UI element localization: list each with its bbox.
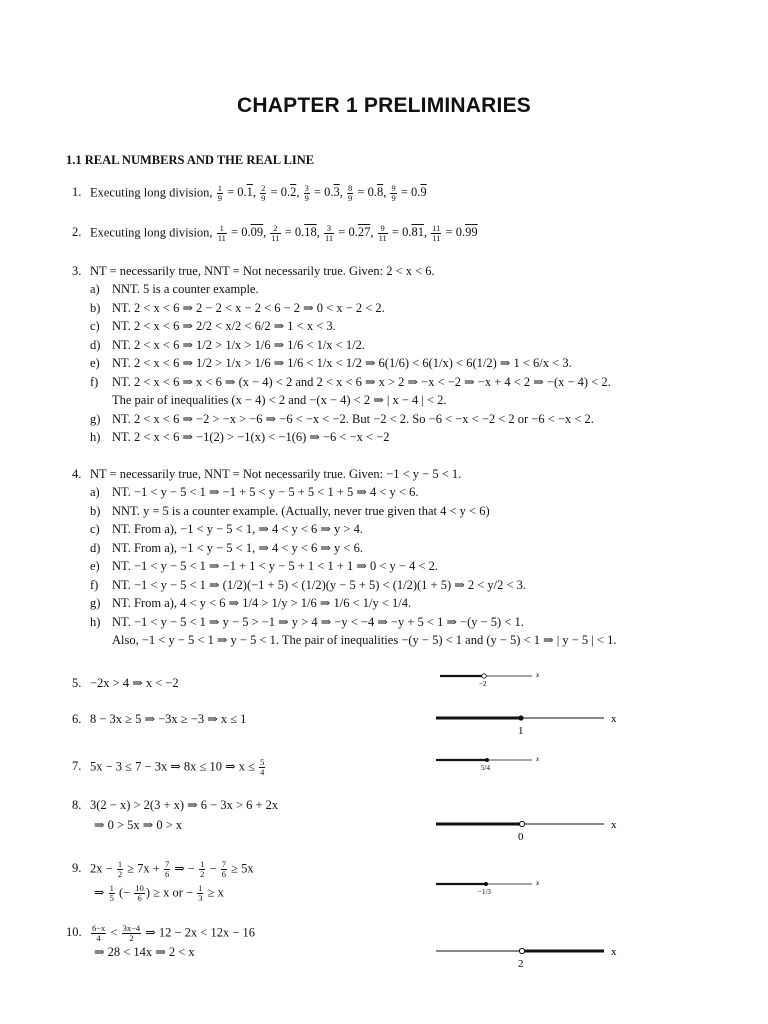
fraction: $\frac{9}{9}$ — [391, 183, 396, 203]
section-heading: 1.1 REAL NUMBERS AND THE REAL LINE — [66, 153, 315, 167]
tick-label: 1 — [518, 725, 524, 737]
fraction-equation: $\frac{3}{9}$ = 0.3 — [304, 183, 340, 203]
problem-number: 3. — [72, 264, 82, 278]
problem-10-line-2: ⇒ 28 < 14x ⇒ 2 < x — [94, 945, 195, 959]
fraction-equation: $\frac{2}{11}$ = 0.18 — [271, 223, 317, 243]
problem-9-line-2: ⇒ $\frac{1}{5}$ (− $\frac{10}{6}$ ) ≥ x or − $\frac{1}{3}$ ≥ x — [94, 883, 224, 903]
variable-label: x — [611, 819, 617, 831]
part-label: f) — [90, 577, 99, 592]
fraction-equation: $\frac{1}{9}$ = 0.1 — [217, 183, 253, 203]
fraction: $\frac{3}{9}$ — [304, 183, 309, 203]
part-label: b) — [90, 503, 101, 518]
fraction-equation: $\frac{11}{11}$ = 0.99 — [432, 223, 478, 243]
number-line-figure — [430, 752, 550, 774]
number-line-figure — [430, 941, 630, 971]
part-text: NT. 2 < x < 6 ⇒ 2 − 2 < x − 2 < 6 − 2 ⇒ 0 < x − 2 < 2. — [112, 300, 385, 315]
fraction: $\frac{1}{5}$ — [109, 883, 114, 903]
problem-10-line-1: $\frac{6-x}{4}$ < $\frac{3x-4}{2}$ ⇒ 12 − 2x < 12x − 16 — [92, 923, 256, 943]
fraction: $\frac{8}{9}$ — [348, 183, 353, 203]
part-label: h) — [90, 430, 101, 444]
fraction: $\frac{1}{9}$ — [217, 183, 222, 203]
problem-number: 6. — [72, 712, 82, 726]
part-text: NT. From a), −1 < y − 5 < 1, ⇒ 4 < y < 6 ⇒ y < 6. — [112, 540, 363, 555]
fraction: $\frac{5}{4}$ — [260, 757, 265, 777]
problem-number: 2. — [72, 225, 82, 239]
fraction: $\frac{1}{2}$ — [200, 859, 205, 879]
problem-number: 7. — [72, 759, 82, 773]
problem-6-text: 8 − 3x ≥ 5 ⇒ −3x ≥ −3 ⇒ x ≤ 1 — [90, 712, 247, 726]
repeating-digits: 1 — [246, 185, 253, 200]
part-text: NT. −1 < y − 5 < 1 ⇒ −1 + 1 < y − 5 + 1 < 1 + 1 ⇒ 0 < y − 4 < 2. — [112, 559, 439, 573]
part-text: Also, −1 < y − 5 < 1 ⇒ y − 5 < 1. The pair of inequalities −(y − 5) < 1 and (y − 5) < 1 ⇒ | y − 5 | < 1. — [112, 633, 617, 647]
fraction: $\frac{1}{3}$ — [198, 883, 203, 903]
part-text: NT. −1 < y − 5 < 1 ⇒ −1 + 5 < y − 5 + 5 < 1 + 5 ⇒ 4 < y < 6. — [112, 485, 419, 499]
problem-number: 10. — [66, 925, 82, 939]
fraction: $\frac{6-x}{4}$ — [92, 923, 106, 943]
part-label: g) — [90, 596, 101, 610]
repeating-digits: 3 — [333, 185, 340, 200]
part-text: NNT. 5 is a counter example. — [112, 282, 259, 296]
fraction: $\frac{1}{2}$ — [117, 859, 123, 879]
fraction-equation: $\frac{9}{9}$ = 0.9 — [391, 183, 427, 203]
problem-1-text — [90, 184, 427, 203]
part-label: h) — [90, 614, 101, 629]
problem-number: 8. — [72, 798, 82, 812]
fraction: $\frac{11}{11}$ — [432, 223, 441, 243]
part-label: a) — [90, 282, 100, 296]
fraction: $\frac{3}{11}$ — [324, 223, 334, 243]
part-text: NT. From a), 4 < y < 6 ⇒ 1/4 > 1/y > 1/6 ⇒ 1/6 < 1/y < 1/4. — [112, 596, 412, 610]
problem-number: 5. — [72, 676, 82, 690]
variable-label: x — [536, 879, 540, 887]
variable-label: x — [536, 671, 540, 679]
fraction: $\frac{1}{11}$ — [217, 223, 226, 243]
part-text: NT. 2 < x < 6 ⇒ 1/2 > 1/x > 1/6 ⇒ 1/6 < 1/x < 1/2. — [112, 337, 365, 352]
fraction-list: $\frac{1}{9}$ = 0.1, $\frac{2}{9}$ = 0.2, $\frac{3}{9}$ = 0.3, $\frac{8}{9}$ = 0.8, $\frac{9}{9}$ = 0.9 — [217, 183, 427, 203]
number-line-figure — [430, 814, 630, 844]
part-label: c) — [90, 319, 100, 333]
problem-5-text: −2x > 4 ⇒ x < −2 — [90, 676, 179, 690]
problem-2-lead: Executing long division, — [90, 225, 216, 240]
problem-9-line-1: 2x − $\frac{1}{2}$ ≥ 7x + $\frac{7}{6}$ ⇒ − $\frac{1}{2}$ − $\frac{7}{6}$ ≥ 5x — [90, 859, 254, 879]
problem-8-line-2: ⇒ 0 > 5x ⇒ 0 > x — [94, 818, 183, 832]
repeating-digits: 09 — [250, 225, 264, 240]
problem-1-lead: Executing long division, — [90, 185, 216, 200]
tick-label: −2 — [479, 680, 487, 688]
problem-2-text — [90, 224, 478, 243]
repeating-digits: 99 — [465, 225, 478, 240]
page-title: CHAPTER 1 PRELIMINARIES — [237, 94, 531, 117]
part-label: d) — [90, 540, 101, 555]
part-text: NT. −1 < y − 5 < 1 ⇒ y − 5 > −1 ⇒ y > 4 ⇒ −y < −4 ⇒ −y + 5 < 1 ⇒ −(y − 5) < 1. — [112, 614, 524, 629]
part-text: NT. 2 < x < 6 ⇒ −2 > −x > −6 ⇒ −6 < −x < −2. But −2 < 2. So −6 < −x < −2 < 2 or −6 < −x < 2. — [112, 411, 594, 426]
problem-7-text: 5x − 3 ≤ 7 − 3x ⇒ 8x ≤ 10 ⇒ x ≤ $\frac{5}{4}$ — [90, 757, 265, 777]
problem-3-intro: NT = necessarily true, NNT = Not necessarily true. Given: 2 < x < 6. — [90, 264, 435, 278]
problem-4-intro: NT = necessarily true, NNT = Not necessarily true. Given: −1 < y − 5 < 1. — [90, 467, 462, 481]
part-text: NT. From a), −1 < y − 5 < 1, ⇒ 4 < y < 6 ⇒ y > 4. — [112, 522, 363, 536]
part-text: The pair of inequalities (x − 4) < 2 and −(x − 4) < 2 ⇒ | x − 4 | < 2. — [112, 393, 447, 407]
part-label: a) — [90, 485, 100, 499]
part-text: NT. 2 < x < 6 ⇒ 1/2 > 1/x > 1/6 ⇒ 1/6 < 1/x < 1/2 ⇒ 6(1/6) < 6(1/x) < 6(1/2) ⇒ 1 < 6/x < 3. — [112, 356, 572, 370]
problem-number: 1. — [72, 185, 82, 199]
fraction: $\frac{3x-4}{2}$ — [122, 923, 141, 943]
fraction: $\frac{2}{9}$ — [261, 183, 266, 203]
fraction-list: $\frac{1}{11}$ = 0.09, $\frac{2}{11}$ = 0.18, $\frac{3}{11}$ = 0.27, $\frac{9}{11}$ = 0.81, $\frac{11}{11}$ = 0.99 — [217, 223, 478, 243]
variable-label: x — [611, 946, 617, 958]
fraction: $\frac{9}{11}$ — [378, 223, 387, 243]
tick-label: 0 — [518, 831, 524, 843]
number-line-figure — [430, 668, 550, 690]
part-label: e) — [90, 559, 100, 573]
part-label: g) — [90, 411, 101, 426]
fraction: $\frac{2}{11}$ — [271, 223, 280, 243]
part-label: c) — [90, 522, 100, 536]
problem-number: 4. — [72, 467, 82, 481]
repeating-digits: 81 — [411, 225, 424, 240]
part-label: d) — [90, 337, 101, 352]
fraction: $\frac{7}{6}$ — [221, 859, 226, 879]
problem-8-line-1: 3(2 − x) > 2(3 + x) ⇒ 6 − 3x > 6 + 2x — [90, 798, 279, 812]
number-line-figure — [430, 876, 550, 898]
variable-label: x — [536, 755, 540, 763]
repeating-digits: 2 — [290, 185, 297, 200]
problem-number: 9. — [72, 861, 82, 875]
tick-label: 2 — [518, 958, 524, 970]
tick-label: 5/4 — [481, 764, 490, 772]
repeating-digits: 9 — [420, 185, 427, 200]
part-label: b) — [90, 300, 101, 315]
part-text: NNT. y = 5 is a counter example. (Actually, never true given that 4 < y < 6) — [112, 503, 490, 518]
repeating-digits: 8 — [376, 185, 384, 200]
fraction: $\frac{10}{6}$ — [135, 883, 144, 903]
part-text: NT. −1 < y − 5 < 1 ⇒ (1/2)(−1 + 5) < (1/2)(y − 5 + 5) < (1/2)(1 + 5) ⇒ 2 < y/2 < 3. — [112, 577, 527, 592]
part-text: NT. 2 < x < 6 ⇒ x < 6 ⇒ (x − 4) < 2 and 2 < x < 6 ⇒ x > 2 ⇒ −x < −2 ⇒ −x + 4 < 2 ⇒ −(x − 4) < 2. — [112, 374, 611, 389]
fraction-equation: $\frac{9}{11}$ = 0.81 — [378, 223, 424, 243]
part-text: NT. 2 < x < 6 ⇒ −1(2) > −1(x) < −1(6) ⇒ −6 < −x < −2 — [112, 430, 390, 444]
repeating-digits: 27 — [357, 225, 371, 240]
fraction-equation: $\frac{1}{11}$ = 0.09 — [217, 223, 264, 243]
fraction-equation: $\frac{2}{9}$ = 0.2 — [261, 183, 297, 203]
repeating-digits: 18 — [304, 225, 317, 240]
fraction: $\frac{7}{6}$ — [164, 859, 170, 879]
part-text: NT. 2 < x < 6 ⇒ 2/2 < x/2 < 6/2 ⇒ 1 < x < 3. — [112, 319, 336, 333]
fraction-equation: $\frac{8}{9}$ = 0.8 — [348, 183, 384, 203]
number-line-figure — [430, 708, 630, 738]
part-label: e) — [90, 356, 100, 370]
variable-label: x — [611, 713, 617, 725]
part-label: f) — [90, 374, 99, 389]
tick-label: −1/3 — [478, 888, 491, 896]
fraction-equation: $\frac{3}{11}$ = 0.27 — [324, 223, 371, 243]
